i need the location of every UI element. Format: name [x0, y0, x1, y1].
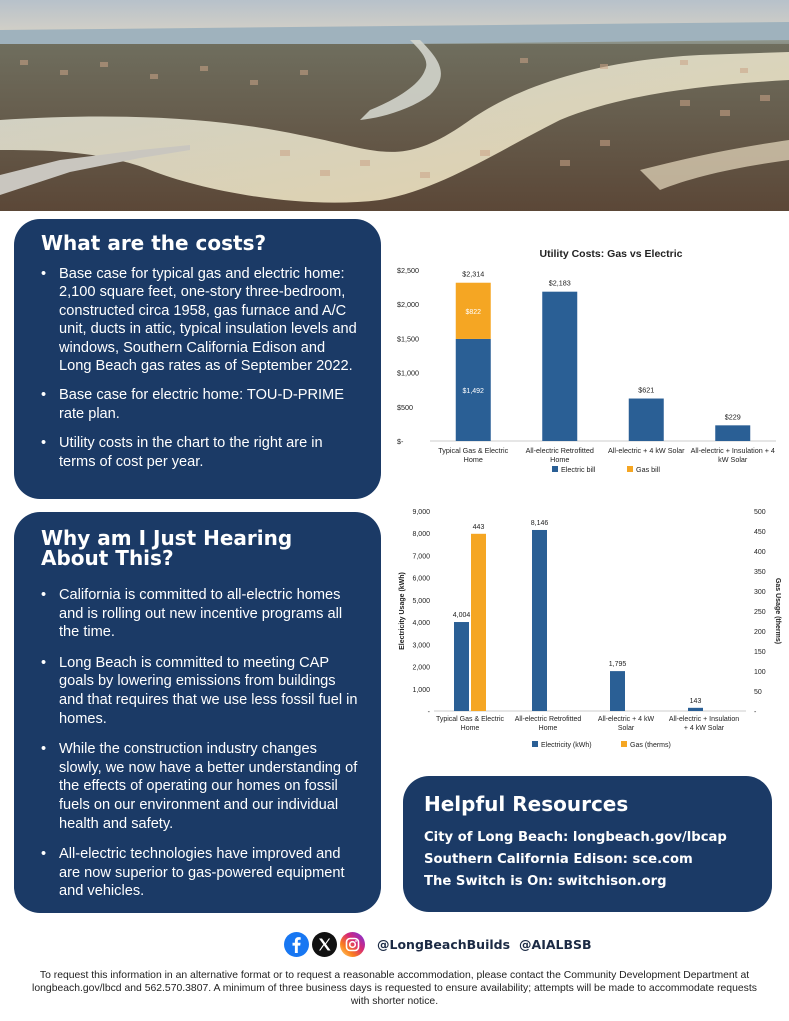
hero-aerial-photo — [0, 0, 789, 211]
resource-link-switch[interactable]: The Switch is On: switchison.org — [424, 874, 667, 889]
legend-label: Electricity (kWh) — [541, 742, 592, 749]
category-label: + 4 kW Solar — [683, 725, 725, 732]
y-right-tick-label: 450 — [754, 529, 766, 536]
y-tick-label: $2,500 — [397, 266, 419, 275]
category-label: All-electric + Insulation + 4 — [690, 446, 775, 455]
resources-title: Helpful Resources — [424, 792, 629, 816]
why-title-line-1: Why am I Just Hearing — [41, 526, 293, 550]
y-tick-label: 1,000 — [412, 686, 430, 694]
category-label: Typical Gas & Electric — [438, 446, 509, 455]
x-icon[interactable] — [312, 932, 337, 957]
costs-title: What are the costs? — [41, 231, 267, 255]
list-item: • California is committed to all-electric homes and is rolling out new incentive programs all the time. — [59, 586, 361, 642]
y-right-tick-label: 50 — [754, 689, 762, 696]
list-item: • Long Beach is committed to meeting CAP goals by lowering emissions from buildings and that requires that we use less fossil fuel in homes. — [59, 654, 361, 728]
social-bar — [284, 930, 592, 958]
category-label: All-electric + 4 kW — [597, 716, 655, 723]
bar-electric-bill — [542, 292, 577, 441]
category-label: Home — [538, 725, 558, 732]
resources-card — [403, 776, 772, 912]
costs-list — [41, 265, 361, 471]
y-tick-label: $2,000 — [397, 300, 419, 310]
list-item: • All-electric technologies have improved and are now superior to gas-powered equipment and vehicles. — [59, 845, 361, 901]
resource-link-sce[interactable]: Southern California Edison: sce.com — [424, 852, 693, 867]
bar-electricity-kwh- — [532, 530, 547, 711]
total-label: $2,183 — [548, 278, 571, 288]
social-handle-aialbsb[interactable]: @AIALBSB — [519, 936, 592, 952]
y-tick-label: $500 — [397, 402, 413, 412]
y-right-tick-label: 250 — [754, 609, 766, 616]
y-right-tick-label: - — [754, 709, 757, 716]
value-label: 1,795 — [608, 661, 627, 669]
y-tick-label: - — [427, 709, 430, 716]
legend-swatch — [621, 741, 627, 747]
list-item: • While the construction industry changes slowly, we now have a better understanding of the effects of operating our homes on fossil fuels on our environment and our individual health and safety. — [59, 740, 361, 833]
y-tick-label: 7,000 — [412, 553, 430, 561]
y-tick-label: 4,000 — [412, 620, 430, 628]
bar-electricity-kwh- — [454, 622, 469, 711]
y-right-tick-label: 300 — [754, 589, 766, 596]
y-right-tick-label: 100 — [754, 669, 766, 676]
list-item: • Utility costs in the chart to the right are in terms of cost per year. — [59, 434, 361, 471]
list-item: • Base case for typical gas and electric home: 2,100 square feet, one-story three-bedroom, constructed circa 1958, gas furnace and A/C unit, ducts in attic, typical insulation levels and windows, Southern California Edison and Long Beach gas rates as of September 2022. — [59, 265, 361, 375]
category-label: Solar — [617, 725, 635, 732]
y-tick-label: $1,000 — [397, 368, 419, 378]
bar-electric-bill — [629, 399, 664, 441]
category-label: Typical Gas & Electric — [435, 716, 505, 723]
list-item: • Base case for electric home: TOU-D-PRIME rate plan. — [59, 386, 361, 423]
segment-label: $1,492 — [462, 387, 484, 395]
category-label: Home — [463, 455, 483, 464]
y-right-tick-label: 350 — [754, 569, 766, 576]
chart-title: Utility Costs: Gas vs Electric — [539, 248, 683, 260]
category-label: All-electric Retrofitted — [514, 716, 582, 723]
y-right-axis-label: Gas Usage (therms) — [774, 577, 781, 645]
legend-label: Electric bill — [561, 465, 596, 474]
category-label: All-electric Retrofitted — [525, 446, 594, 455]
social-handle-longbeachbuilds[interactable]: @LongBeachBuilds — [377, 936, 511, 952]
y-tick-label: 3,000 — [412, 642, 430, 650]
energy-usage-chart — [394, 503, 786, 755]
bar-electricity-kwh- — [610, 671, 625, 711]
total-label: $2,314 — [462, 269, 485, 279]
y-right-tick-label: 400 — [754, 549, 766, 556]
y-tick-label: $- — [397, 437, 404, 446]
legend-label: Gas bill — [636, 465, 660, 474]
category-label: kW Solar — [718, 455, 748, 464]
legend-label: Gas (therms) — [630, 742, 671, 749]
total-label: $621 — [638, 385, 655, 395]
category-label: All-electric + 4 kW Solar — [608, 446, 685, 455]
y-right-tick-label: 150 — [754, 649, 766, 656]
category-label: All-electric + Insulation — [668, 716, 740, 723]
facebook-icon[interactable] — [284, 932, 309, 957]
why-list — [41, 586, 361, 901]
category-label: Home — [460, 725, 480, 732]
bar-electric-bill — [715, 425, 750, 441]
legend-swatch — [552, 466, 558, 472]
y-right-tick-label: 500 — [754, 509, 766, 516]
value-label: 4,004 — [452, 612, 471, 620]
y-tick-label: 6,000 — [412, 575, 430, 583]
footer-notice: To request this information in an alternative format or to request a reasonable accommodation, please contact the Community Development Department at longbeach.gov/lbcd and 562.570.3807. A minimum of three business days is requested to ensure availability; attempts will be made to accommodate requests with shorter notice. — [32, 970, 757, 1007]
why-title-line-2: About This? — [41, 546, 174, 570]
bar-electricity-kwh- — [688, 708, 703, 711]
legend-swatch — [532, 741, 538, 747]
why-title — [41, 528, 361, 568]
why-card — [14, 512, 381, 913]
y-tick-label: $1,500 — [397, 334, 419, 344]
total-label: $229 — [724, 412, 741, 422]
value-label: 443 — [472, 523, 485, 531]
y-tick-label: 2,000 — [412, 664, 430, 672]
y-tick-label: 5,000 — [412, 597, 430, 605]
y-axis-label: Electricity Usage (kWh) — [399, 572, 406, 650]
segment-label: $822 — [465, 308, 482, 316]
y-tick-label: 8,000 — [412, 531, 430, 539]
energy-usage-chart-svg — [394, 503, 786, 755]
instagram-icon[interactable] — [340, 932, 365, 957]
y-tick-label: 9,000 — [412, 509, 430, 516]
costs-card — [14, 219, 381, 499]
utility-costs-chart — [394, 240, 786, 480]
y-right-tick-label: 200 — [754, 629, 766, 636]
bar-gas-therms- — [471, 534, 486, 711]
value-label: 143 — [689, 697, 702, 705]
resource-link-city[interactable]: City of Long Beach: longbeach.gov/lbcap — [424, 830, 727, 845]
category-label: Home — [550, 455, 570, 464]
legend-swatch — [627, 466, 633, 472]
value-label: 8,146 — [530, 519, 549, 527]
utility-costs-chart-svg — [394, 240, 786, 480]
